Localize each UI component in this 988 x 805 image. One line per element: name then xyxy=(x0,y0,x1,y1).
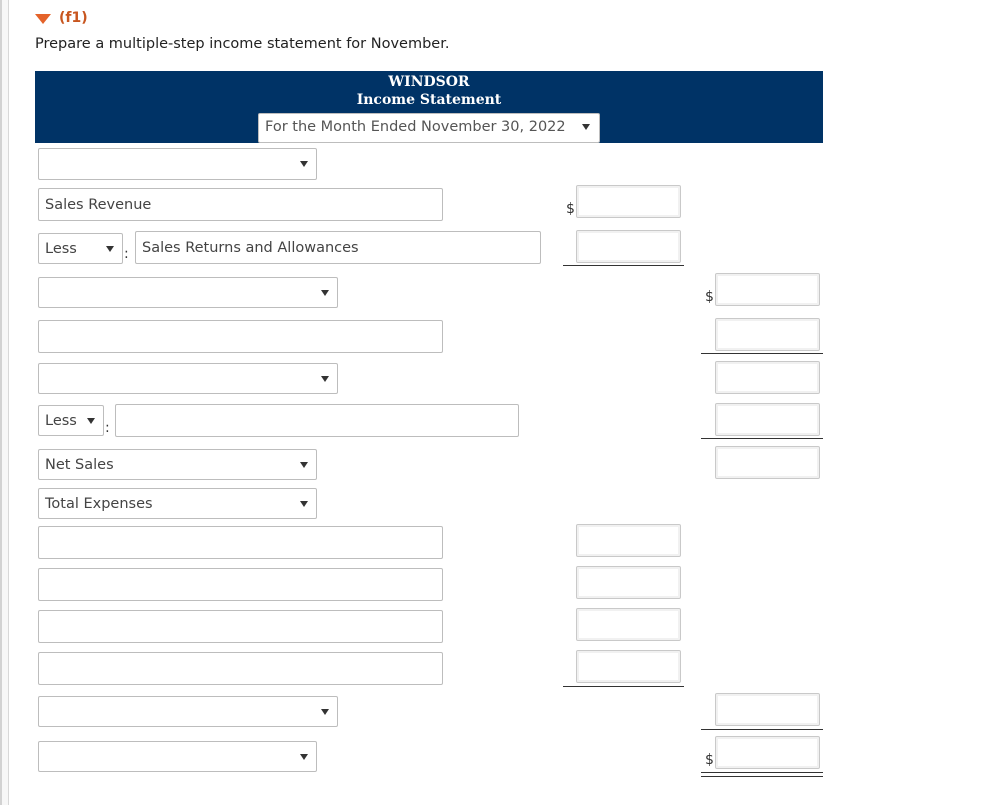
row7-amount-input[interactable] xyxy=(715,403,820,436)
dropdown-arrow-icon xyxy=(87,418,95,424)
expense-item-3-field[interactable] xyxy=(38,610,443,643)
expense-item-2-amount-input[interactable] xyxy=(576,566,681,599)
expense-item-2-field[interactable] xyxy=(38,568,443,601)
dropdown-arrow-icon xyxy=(582,124,590,130)
dropdown-arrow-icon xyxy=(300,462,308,468)
row6-account-select[interactable] xyxy=(38,363,338,394)
period-select[interactable] xyxy=(258,113,600,143)
expense-item-1-field[interactable] xyxy=(38,526,443,559)
row5-amount-input[interactable] xyxy=(715,318,820,351)
dollar-sign-1: $ xyxy=(566,201,575,217)
row5-account-field[interactable] xyxy=(38,320,443,353)
left-scroll-gutter xyxy=(0,0,9,805)
statement-header xyxy=(35,71,823,143)
dropdown-arrow-icon xyxy=(300,161,308,167)
dropdown-arrow-icon xyxy=(321,709,329,715)
total-expenses-select-value: Total Expenses xyxy=(45,495,153,512)
net-sales-select-value: Net Sales xyxy=(45,456,114,473)
caret-down-icon xyxy=(35,14,51,24)
subtotal-underline xyxy=(701,353,823,354)
section-toggle-f1[interactable] xyxy=(35,10,88,26)
row3-less-select-value: Less xyxy=(45,240,77,257)
net-sales-select[interactable] xyxy=(38,449,317,480)
net-sales-amount-input[interactable] xyxy=(715,446,820,479)
colon-separator: : xyxy=(105,420,110,436)
dropdown-arrow-icon xyxy=(300,754,308,760)
total-expenses-select[interactable] xyxy=(38,488,317,519)
statement-title: Income Statement xyxy=(356,92,502,108)
company-name: WINDSOR xyxy=(388,74,470,90)
instruction-text: Prepare a multiple-step income statement for November. xyxy=(35,36,450,52)
row7-less-select[interactable] xyxy=(38,405,104,436)
dollar-sign-2: $ xyxy=(705,289,714,305)
sales-revenue-amount-input[interactable] xyxy=(576,185,681,218)
expense-item-4-field[interactable] xyxy=(38,652,443,685)
row14-account-select[interactable] xyxy=(38,696,338,727)
row7-account-field[interactable] xyxy=(115,404,519,437)
row14-amount-input[interactable] xyxy=(715,693,820,726)
sales-returns-field[interactable] xyxy=(135,231,541,264)
subtotal-underline xyxy=(563,265,684,266)
expense-item-3-amount-input[interactable] xyxy=(576,608,681,641)
subtotal-underline xyxy=(701,438,823,439)
period-select-value: For the Month Ended November 30, 2022 xyxy=(265,119,566,135)
subtotal-underline xyxy=(563,686,684,687)
expense-item-1-amount-input[interactable] xyxy=(576,524,681,557)
section-label: (f1) xyxy=(59,10,88,26)
sales-revenue-field[interactable] xyxy=(38,188,443,221)
row3-less-select[interactable] xyxy=(38,233,123,264)
dollar-sign-3: $ xyxy=(705,752,714,768)
colon-separator: : xyxy=(124,246,129,262)
expense-item-4-amount-input[interactable] xyxy=(576,650,681,683)
row1-account-select[interactable] xyxy=(38,148,317,180)
final-total-amount-input[interactable] xyxy=(715,736,820,769)
row4-account-select[interactable] xyxy=(38,277,338,308)
total-double-underline-top xyxy=(701,772,823,773)
sales-returns-amount-input[interactable] xyxy=(576,230,681,263)
row6-amount-input[interactable] xyxy=(715,361,820,394)
row7-less-select-value: Less xyxy=(45,412,77,429)
subtotal-underline xyxy=(701,729,823,730)
row4-amount-input[interactable] xyxy=(715,273,820,306)
total-double-underline-bottom xyxy=(701,776,823,777)
sales-returns-field-value: Sales Returns and Allowances xyxy=(142,239,359,256)
row15-account-select[interactable] xyxy=(38,741,317,772)
dropdown-arrow-icon xyxy=(321,290,329,296)
dropdown-arrow-icon xyxy=(300,501,308,507)
dropdown-arrow-icon xyxy=(321,376,329,382)
dropdown-arrow-icon xyxy=(106,246,114,252)
sales-revenue-field-value: Sales Revenue xyxy=(45,196,152,213)
